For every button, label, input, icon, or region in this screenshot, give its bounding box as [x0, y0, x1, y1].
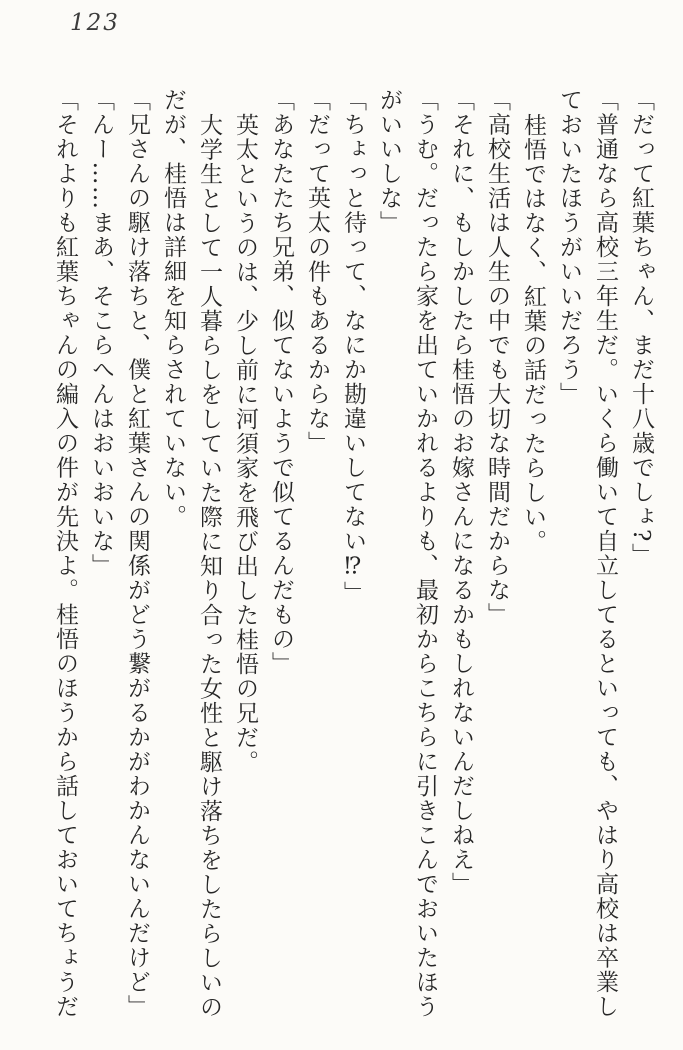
- text-column: 桂悟ではなく、紅葉の話だったらしい。: [520, 113, 546, 554]
- text-column: 英太というのは、少し前に河須家を飛び出した桂悟の兄だ。: [232, 113, 258, 775]
- text-column: 「それよりも紅葉ちゃんの編入の件が先決よ。桂悟のほうから話しておいてちょうだ: [52, 88, 78, 1019]
- text-column: 「だって英太の件もあるからな」: [304, 88, 330, 456]
- text-column: 「兄さんの駆け落ちと、僕と紅葉さんの関係がどう繋がるかがわかんないんだけど」: [124, 88, 150, 1019]
- page-number: 123: [70, 10, 120, 36]
- text-column: 「あなたたち兄弟、似てないようで似てるんだもの」: [268, 88, 294, 676]
- text-column: 「普通なら高校三年生だ。いくら働いて自立してるといっても、やはり高校は卒業し: [592, 88, 618, 1019]
- text-column: ておいたほうがいいだろう」: [556, 88, 582, 407]
- text-column: 大学生として一人暮らしをしていた際に知り合った女性と駆け落ちをしたらしいの: [196, 113, 222, 1020]
- text-column: 「それに、もしかしたら桂悟のお嫁さんになるかもしれないんだしねえ」: [448, 88, 474, 897]
- text-column: 「ちょっと待って、なにか勘違いしてない⁉」: [340, 88, 366, 606]
- text-column: 「高校生活は人生の中でも大切な時間だからな」: [484, 88, 510, 627]
- vertical-text-area: [43, 88, 659, 1024]
- text-column: 「だって紅葉ちゃん、まだ十八歳でしょ?」: [628, 88, 654, 568]
- text-column: 「んー……まあ、そこらへんはおいおいな」: [88, 88, 114, 578]
- text-column: 「うむ。だったら家を出ていかれるよりも、最初からこちらに引きこんでおいたほう: [412, 88, 438, 1019]
- text-column: がいいしな」: [376, 88, 402, 235]
- text-column: だが、桂悟は詳細を知らされていない。: [160, 88, 186, 529]
